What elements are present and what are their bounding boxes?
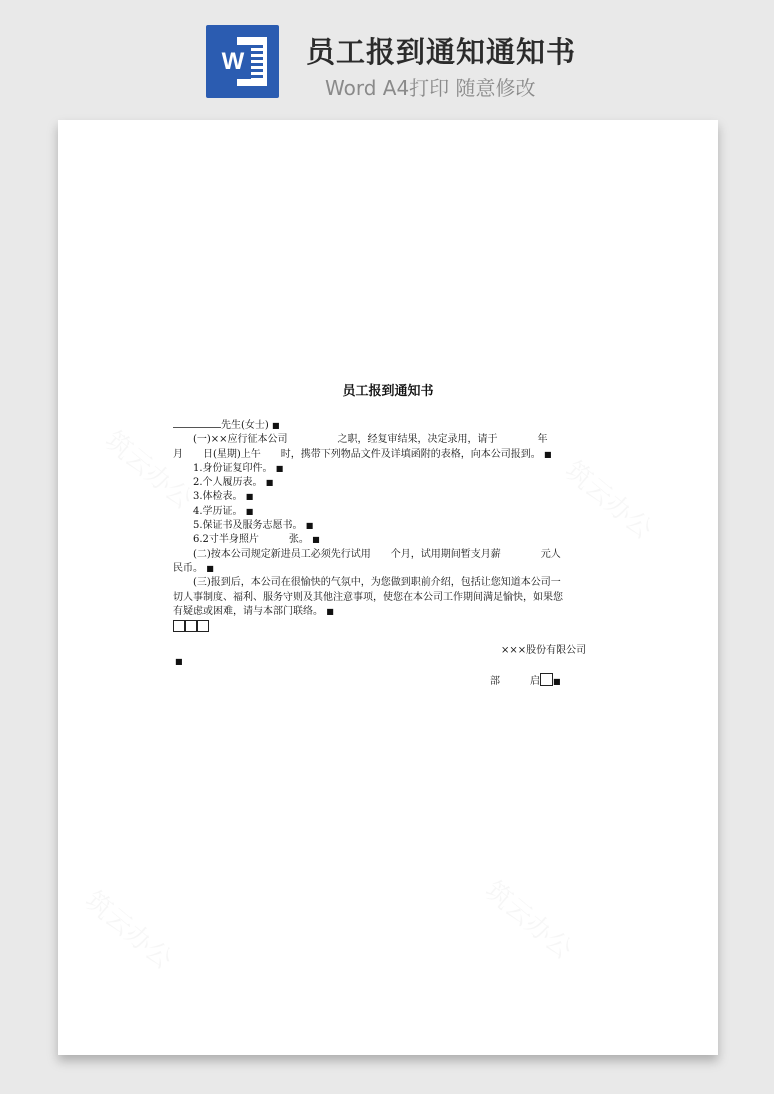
document-page xyxy=(58,120,718,1055)
checkbox-group xyxy=(173,620,601,632)
list-item: 3.体检表。 ■ xyxy=(193,491,254,503)
empty-box xyxy=(197,620,209,632)
empty-box xyxy=(185,620,197,632)
page-subtitle: Word A4打印 随意修改 xyxy=(325,76,536,100)
department-signature: 部 启 ■ xyxy=(490,672,561,687)
paragraph-1-line-1: (一)××应行征本公司 之职，经复审结果，决定录用，请于 年 xyxy=(193,434,548,446)
list-item: 4.学历证。 ■ xyxy=(193,505,254,517)
list-item: 6.2寸半身照片 张。 ■ xyxy=(193,534,320,546)
page-title: 员工报到通知通知书 xyxy=(306,35,577,69)
list-item: 1.身份证复印件。 ■ xyxy=(193,462,284,474)
word-icon xyxy=(206,25,279,98)
header xyxy=(0,0,774,118)
document-body xyxy=(173,417,601,632)
salutation-line: 先生(女士) ■ xyxy=(173,417,601,433)
paragraph-2-line-2: 民币。 ■ xyxy=(173,562,214,574)
paragraph-2-line-1: (二)按本公司规定新进员工必须先行试用 个月，试用期间暂支月薪 元人 xyxy=(193,548,561,560)
empty-box xyxy=(173,620,185,632)
company-name: ×××股份有限公司 xyxy=(501,645,587,656)
empty-box xyxy=(540,673,553,686)
word-icon-letter: W xyxy=(215,45,251,79)
paragraph-3-line-3: 有疑虑或困难，请与本部门联络。 ■ xyxy=(173,605,334,617)
paragraph-1-line-2: 月 日(星期)上午 时，携带下列物品文件及详填函附的表格，向本公司报到。 ■ xyxy=(173,448,552,460)
document-title: 员工报到通知书 xyxy=(342,384,434,399)
paragraph-3-line-2: 切人事制度、福利、服务守则及其他注意事项，使您在本公司工作期间满足愉快，如果您 xyxy=(173,591,563,603)
list-item: 2.个人履历表。 ■ xyxy=(193,477,274,489)
list-item: 5.保证书及服务志愿书。 ■ xyxy=(193,520,314,532)
paragraph-marker: ■ xyxy=(175,657,183,666)
paragraph-3-line-1: (三)报到后，本公司在很愉快的气氛中，为您做到职前介绍，包括让您知道本公司一 xyxy=(193,577,561,589)
name-blank xyxy=(173,417,221,428)
